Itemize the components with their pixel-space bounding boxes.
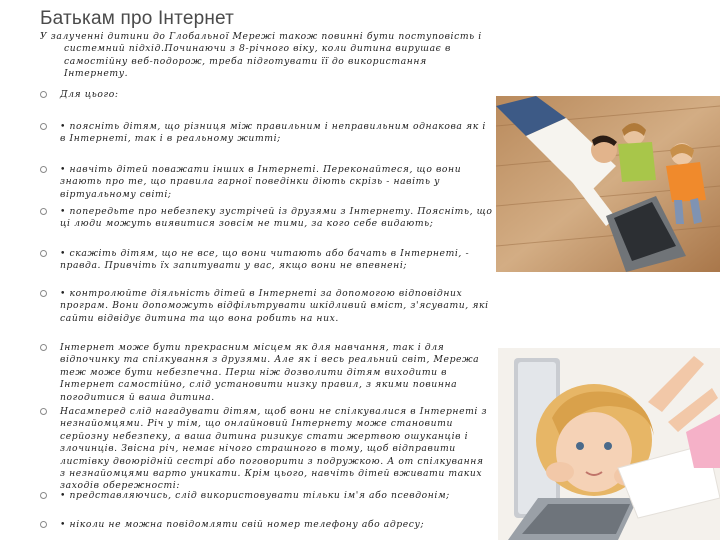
bullet-circle-icon (40, 123, 47, 130)
bullet-circle-icon (40, 492, 47, 499)
list-item: • контролюйте діяльність дітей в Інтернеті за допомогою відповідних програм. Вони допоможуть відфільтрувати шкідливий вміст, з'ясувати, які сайти відвідує дитина та що вона робить на них. (40, 288, 495, 325)
list-item: Насамперед слід нагадувати дітям, щоб вони не спілкувалися в Інтернеті з незнайомцями. Річ у тім, що онлайновий Інтернету може становити серйозну небезпеку, а ваша дитина ризикує стати жертвою ошуканців і злочинців. Звісна річ, немає нічого страшного в тому, щоб відправити листівку двоюрідній сестрі або поговорити з подружкою. А от спілкування з незнайомцями варто уникати. Крім цього, навчіть дітей вживати таких заходів обережності: (40, 406, 490, 493)
slide-title: Батькам про Інтернет (40, 8, 235, 29)
bullet-circle-icon (40, 250, 47, 257)
intro-line-1: У залученні дитини до Глобальної Мережі також повинні бути поступовість і (40, 31, 482, 42)
list-item: • поясніть дітям, що різниця між правильним і неправильним однакова як і в Інтернеті, так і в реальному житті; (40, 121, 495, 146)
list-item: Інтернет може бути прекрасним місцем як для навчання, так і для відпочинку та спілкування з друзями. Але як і весь реальний світ, Мережа теж може бути небезпечна. Перш ніж дозволити дітям виходити в Інтернет самостійно, слід установити низку правил, з якими повинна погодитися й ваша дитина. (40, 342, 495, 404)
intro-line-2: системний підхід.Починаючи з 8-річного віку, коли дитина вирушає в (64, 43, 451, 55)
intro-paragraph (40, 31, 488, 81)
list-item: • представляючись, слід використовувати тільки ім'я або псевдонім; (40, 490, 495, 502)
family-laptop-photo (496, 96, 720, 272)
bullet-circle-icon (40, 208, 47, 215)
list-item: • попередьте про небезпеку зустрічей із друзями з Інтернету. Поясніть, що ці люди можуть виявитися зовсім не тими, за кого себе видають; (40, 206, 495, 231)
list-item: • навчіть дітей поважати інших в Інтернеті. Переконайтеся, що вони знають про те, що правила гарної поведінки діють скрізь - навіть у віртуальному світі; (40, 164, 495, 201)
bullet-circle-icon (40, 521, 47, 528)
bullet-circle-icon (40, 290, 47, 297)
girl-laptop-photo (498, 348, 720, 540)
family-laptop-illustration (496, 96, 720, 272)
girl-laptop-illustration (498, 348, 720, 540)
bullet-circle-icon (40, 91, 47, 98)
bullet-circle-icon (40, 344, 47, 351)
intro-line-3: самостійну веб-подорож, треба підготувати її до використання Інтернету. (64, 55, 427, 80)
list-item: Для цього: (40, 89, 495, 101)
list-item: • ніколи не можна повідомляти свій номер телефону або адресу; (40, 519, 495, 531)
bullet-circle-icon (40, 408, 47, 415)
list-item: • скажіть дітям, що не все, що вони читають або бачать в Інтернеті, - правда. Привчіть їх запитувати у вас, якщо вони не впевнені; (40, 248, 495, 273)
bullet-circle-icon (40, 166, 47, 173)
